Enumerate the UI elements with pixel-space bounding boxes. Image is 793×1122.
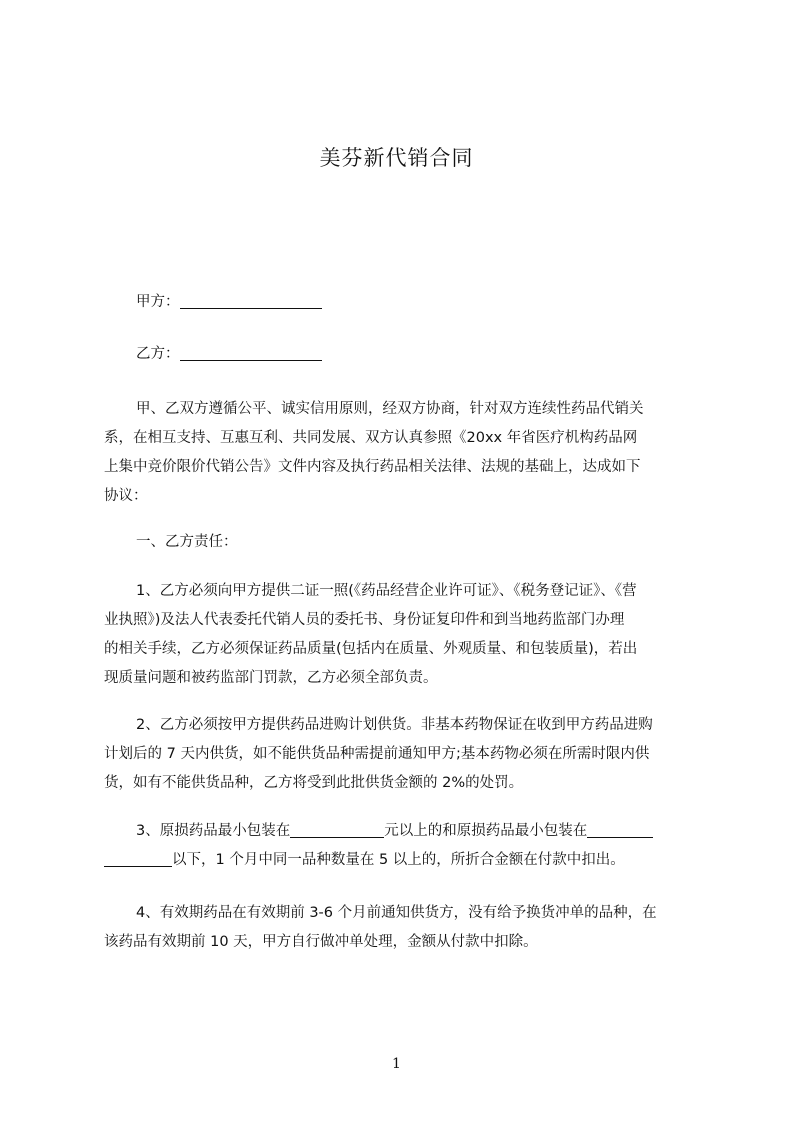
clause-4 (104, 899, 704, 957)
intro-line: 甲、乙双方遵循公平、诚实信用原则，经双方协商，针对双方连续性药品代销关 (136, 401, 644, 417)
party-a-blank (180, 292, 322, 309)
intro-line: 上集中竞价限价代销公告》文件内容及执行药品相关法律、法规的基础上，达成如下 (104, 459, 641, 475)
section-heading (104, 528, 704, 557)
clause-2-line: 2、乙方必须按甲方提供药品进购计划供货。非基本药物保证在收到甲方药品进购 (136, 717, 653, 733)
party-b-line (136, 344, 322, 364)
party-a-label: 甲方： (136, 294, 180, 310)
contract-title: 美芬新代销合同 (319, 146, 474, 170)
clause-1-line: 的相关手续，乙方必须保证药品质量(包括内在质量、外观质量、和包装质量)，若出 (104, 641, 638, 657)
intro-line: 协议： (104, 488, 148, 504)
clause-4-line: 4、有效期药品在有效期前 3-6 个月前通知供货方，没有给予换货冲单的品种，在 (136, 905, 657, 921)
clause-2-line: 货，如有不能供货品种，乙方将受到此批供货金额的 2%的处罚。 (104, 775, 524, 791)
party-b-label: 乙方： (136, 346, 180, 362)
clause-1-line: 业执照》)及法人代表委托代销人员的委托书、身份证复印件和到当地药监部门办理 (104, 612, 625, 628)
clause-1 (104, 577, 704, 693)
clause-1-line: 1、乙方必须向甲方提供二证一照(《药品经营企业许可证》、《税务登记证》、《营 (136, 583, 637, 599)
party-a-line (136, 292, 322, 312)
clause-3-line: 3、原损药品最小包装在 元以上的和原损药品最小包装在 (104, 817, 704, 846)
intro-line: 系，在相互支持、互惠互利、共同发展、双方认真参照《20xx 年省医疗机构药品网 (104, 430, 638, 446)
amount-blank-1 (290, 821, 384, 838)
page-number: 1 (392, 1056, 401, 1072)
clause-3 (104, 817, 704, 875)
amount-blank-2-cont (104, 850, 172, 867)
intro-paragraph (104, 395, 704, 511)
clause-2-line: 计划后的 7 天内供货，如不能供货品种需提前通知甲方;基本药物必须在所需时限内供 (104, 746, 650, 762)
clause-3-line: 以下，1 个月中同一品种数量在 5 以上的，所折合金额在付款中扣出。 (104, 846, 704, 875)
amount-blank-2 (587, 821, 653, 838)
party-b-blank (180, 344, 322, 361)
clause-4-line: 该药品有效期前 10 天，甲方自行做冲单处理，金额从付款中扣除。 (104, 934, 538, 950)
section-1-heading: 一、乙方责任： (136, 534, 238, 550)
clause-1-line: 现质量问题和被药监部门罚款，乙方必须全部负责。 (104, 670, 438, 686)
clause-2 (104, 711, 704, 798)
